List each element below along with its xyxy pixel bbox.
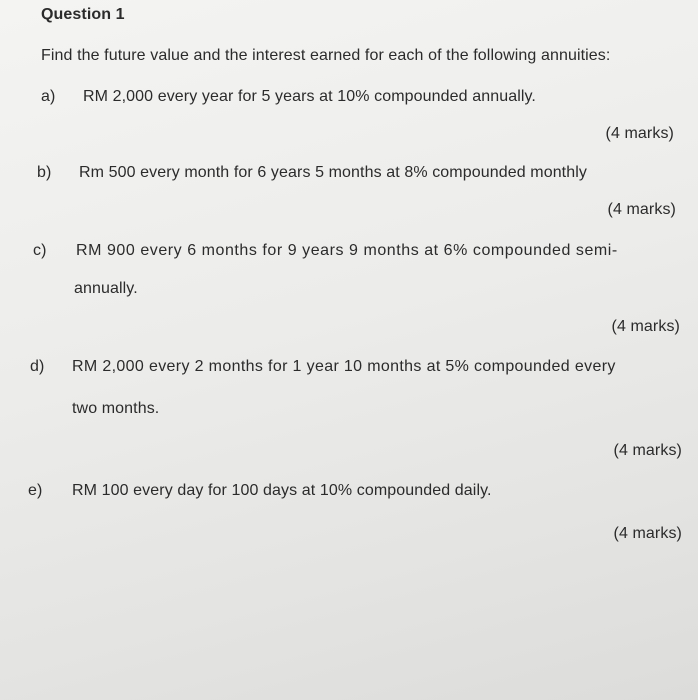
item-d-label: d) [30, 358, 45, 375]
item-b-text: Rm 500 every month for 6 years 5 months at 8% compounded monthly [79, 164, 587, 181]
item-d-marks: (4 marks) [613, 442, 682, 459]
item-e-label: e) [28, 482, 43, 499]
item-d-text: RM 2,000 every 2 months for 1 year 10 months at 5% compounded every [72, 358, 616, 375]
item-a-marks: (4 marks) [605, 125, 674, 142]
item-c-text: RM 900 every 6 months for 9 years 9 months at 6% compounded semi- [76, 242, 618, 259]
item-e-marks: (4 marks) [613, 525, 682, 542]
item-c-text-continued: annually. [74, 280, 138, 297]
item-b-marks: (4 marks) [607, 201, 676, 218]
item-c-label: c) [33, 242, 47, 259]
item-d-text-continued: two months. [72, 400, 160, 417]
item-c-marks: (4 marks) [611, 318, 680, 335]
item-a-text: RM 2,000 every year for 5 years at 10% compounded annually. [83, 88, 536, 105]
question-title: Question 1 [41, 6, 125, 23]
item-b-label: b) [37, 164, 52, 181]
item-a-label: a) [41, 88, 56, 105]
question-instruction: Find the future value and the interest earned for each of the following annuities: [41, 47, 611, 64]
item-e-text: RM 100 every day for 100 days at 10% compounded daily. [72, 482, 492, 499]
